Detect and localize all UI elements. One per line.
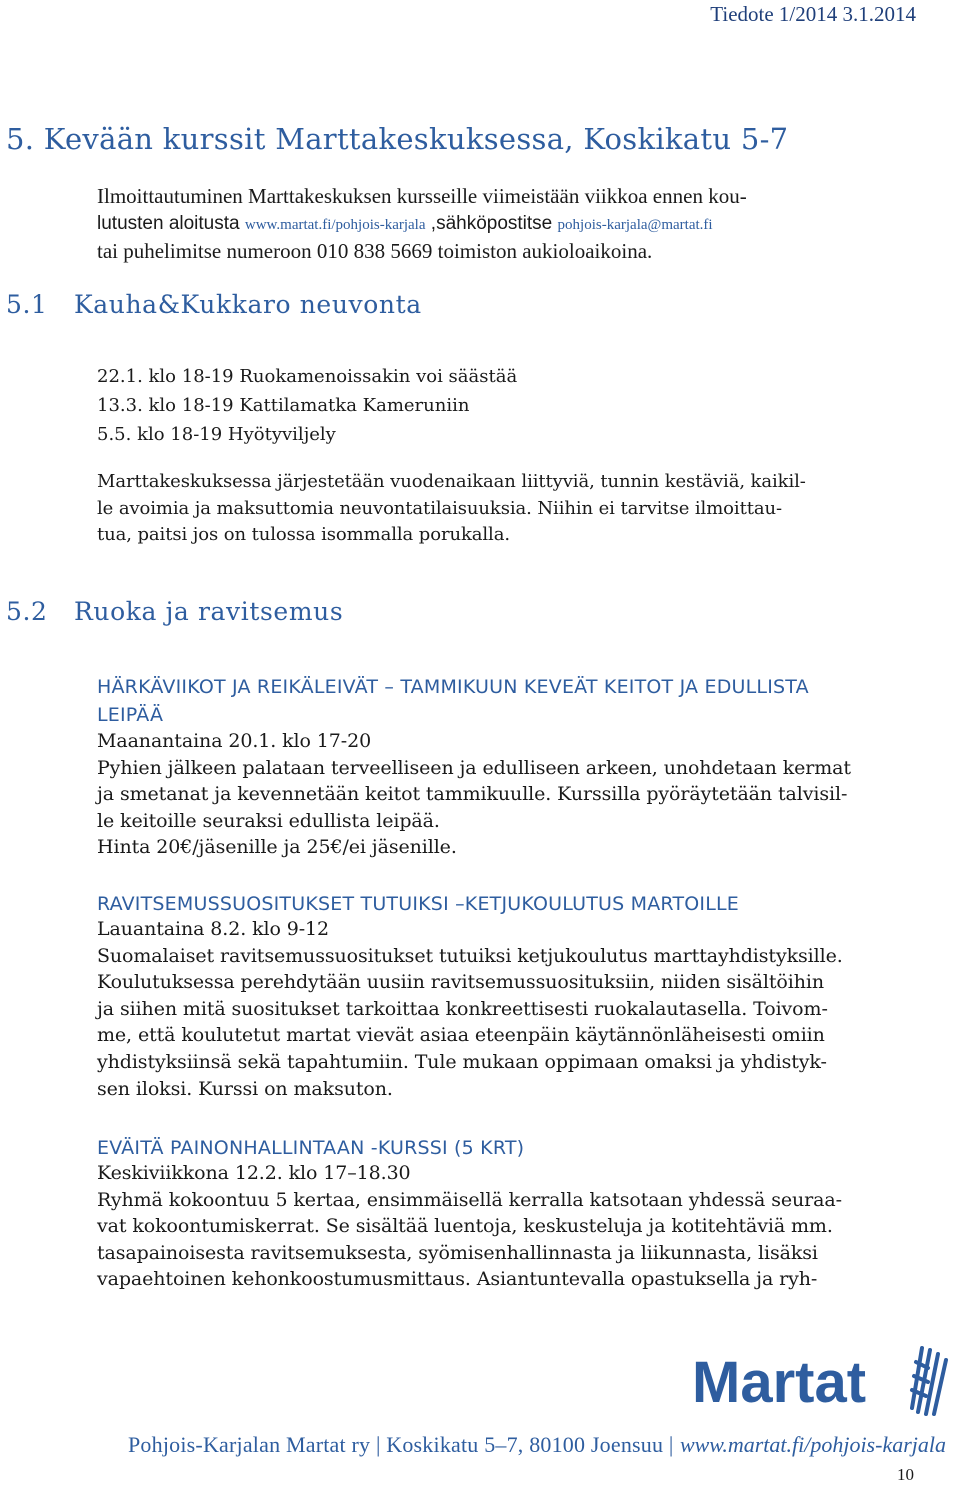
paragraph-line: yhdistyksiinsä sekä tapahtumiin. Tule mukaan oppimaan omaksi ja yhdistyk- <box>97 1050 827 1073</box>
page-number: 10 <box>897 1465 914 1484</box>
section-5-2-heading <box>6 597 343 626</box>
paragraph-line: Marttakeskuksessa järjestetään vuodenaikaan liittyviä, tunnin kestäviä, kaikil- <box>97 471 806 492</box>
paragraph-line: ja siihen mitä suositukset tarkoittaa konkreettisesti ruokalautasella. Toivom- <box>97 997 828 1020</box>
event-item: 5.5. klo 18-19 Hyötyviljely <box>97 424 336 445</box>
paragraph-line: me, että koulutetut martat vievät asiaa eteenpäin käytännönläheisesti omiin <box>97 1024 825 1047</box>
course-1-price: Hinta 20€/jäsenille ja 25€/ei jäsenille. <box>97 836 457 859</box>
paragraph-line: le avoimia ja maksuttomia neuvontatilaisuuksia. Niihin ei tarvitse ilmoittau- <box>97 497 782 519</box>
kauha-events-list <box>97 362 517 449</box>
email-link[interactable]: pohjois-karjala@martat.fi <box>557 217 713 233</box>
event-item: 13.3. klo 18-19 Kattilamatka Kameruniin <box>97 395 470 416</box>
martat-logo-text: Martat <box>692 1350 867 1415</box>
course-2-body <box>97 916 917 1102</box>
intro-line-3: tai puhelimitse numeroon 010 838 5669 toimiston aukioloaikoina. <box>97 239 653 263</box>
paragraph-line: Koulutuksessa perehdytään uusiin ravitsemussuosituksiin, niiden sisältöihin <box>97 971 824 994</box>
martat-logo-graphic <box>692 1340 952 1420</box>
course-2-date: Lauantaina 8.2. klo 9-12 <box>97 918 330 940</box>
paragraph-line: tasapainoisesta ravitsemuksesta, syömisenhallinnasta ja liikunnasta, lisäksi <box>97 1241 818 1264</box>
section-5-2-number: 5.2 <box>6 597 48 626</box>
paragraph-line: vat kokoontumiskerrat. Se sisältää luentoja, keskusteluja ja kotitehtäviä mm. <box>97 1215 833 1238</box>
document-header: Tiedote 1/2014 3.1.2014 <box>710 2 916 26</box>
paragraph-line: le keitoille seuraksi edullista leipää. <box>97 809 440 832</box>
course-1-date: Maanantaina 20.1. klo 17-20 <box>97 730 372 752</box>
martat-logo <box>692 1340 952 1420</box>
course-1-title <box>97 673 927 729</box>
paragraph-line: Ryhmä kokoontuu 5 kertaa, ensimmäisellä kerralla katsotaan yhdessä seuraa- <box>97 1188 842 1211</box>
paragraph-line: vapaehtoinen kehonkoostumusmittaus. Asiantuntevalla opastuksella ja ryh- <box>97 1268 818 1291</box>
course-1-title-line-1: HÄRKÄVIIKOT JA REIKÄLEIVÄT – TAMMIKUUN KEVEÄT KEITOT JA EDULLISTA <box>97 676 809 698</box>
kauha-description <box>97 469 917 549</box>
course-3-body <box>97 1160 917 1293</box>
section-5-2-title: Ruoka ja ravitsemus <box>74 597 344 626</box>
intro-line-2-text-b: ,sähköpostitse <box>425 213 558 234</box>
course-3-date: Keskiviikkona 12.2. klo 17–18.30 <box>97 1162 411 1184</box>
section-5-heading: 5. Kevään kurssit Marttakeskuksessa, Koskikatu 5-7 <box>6 122 789 156</box>
paragraph-line: ja smetanat ja kevennetään keitot tammikuulle. Kurssilla pyöräytetään talvisil- <box>97 783 848 806</box>
wheat-icon <box>912 1348 946 1414</box>
section-5-intro <box>97 183 917 264</box>
course-1-title-line-2: LEIPÄÄ <box>97 704 164 726</box>
course-1-body <box>97 728 917 861</box>
intro-line-2 <box>97 209 917 238</box>
intro-line-1: Ilmoittautuminen Marttakeskuksen kursseille viimeistään viikkoa ennen kou- <box>97 184 747 208</box>
intro-line-2-text: lutusten aloitusta <box>97 213 245 234</box>
section-5-1-heading <box>6 290 422 319</box>
paragraph-line: Pyhien jälkeen palataan terveelliseen ja edulliseen arkeen, unohdetaan kermat <box>97 756 851 779</box>
section-5-1-title: Kauha&Kukkaro neuvonta <box>74 290 422 319</box>
website-link[interactable]: www.martat.fi/pohjois-karjala <box>244 217 426 233</box>
paragraph-line: Suomalaiset ravitsemussuositukset tutuiksi ketjukoulutus marttayhdistyksille. <box>97 944 843 967</box>
course-3-title: EVÄITÄ PAINONHALLINTAAN -KURSSI (5 KRT) <box>97 1137 525 1159</box>
paragraph-line: sen iloksi. Kurssi on maksuton. <box>97 1077 393 1100</box>
paragraph-line: tua, paitsi jos on tulossa isommalla porukalla. <box>97 524 510 546</box>
event-item: 22.1. klo 18-19 Ruokamenoissakin voi säästää <box>97 366 518 387</box>
footer-address: Pohjois-Karjalan Martat ry | Koskikatu 5–7, 80100 Joensuu | <box>128 1432 674 1457</box>
footer-website-link[interactable]: www.martat.fi/pohjois-karjala <box>679 1432 946 1457</box>
course-2-title: RAVITSEMUSSUOSITUKSET TUTUIKSI –KETJUKOULUTUS MARTOILLE <box>97 893 739 915</box>
section-5-1-number: 5.1 <box>6 290 48 319</box>
